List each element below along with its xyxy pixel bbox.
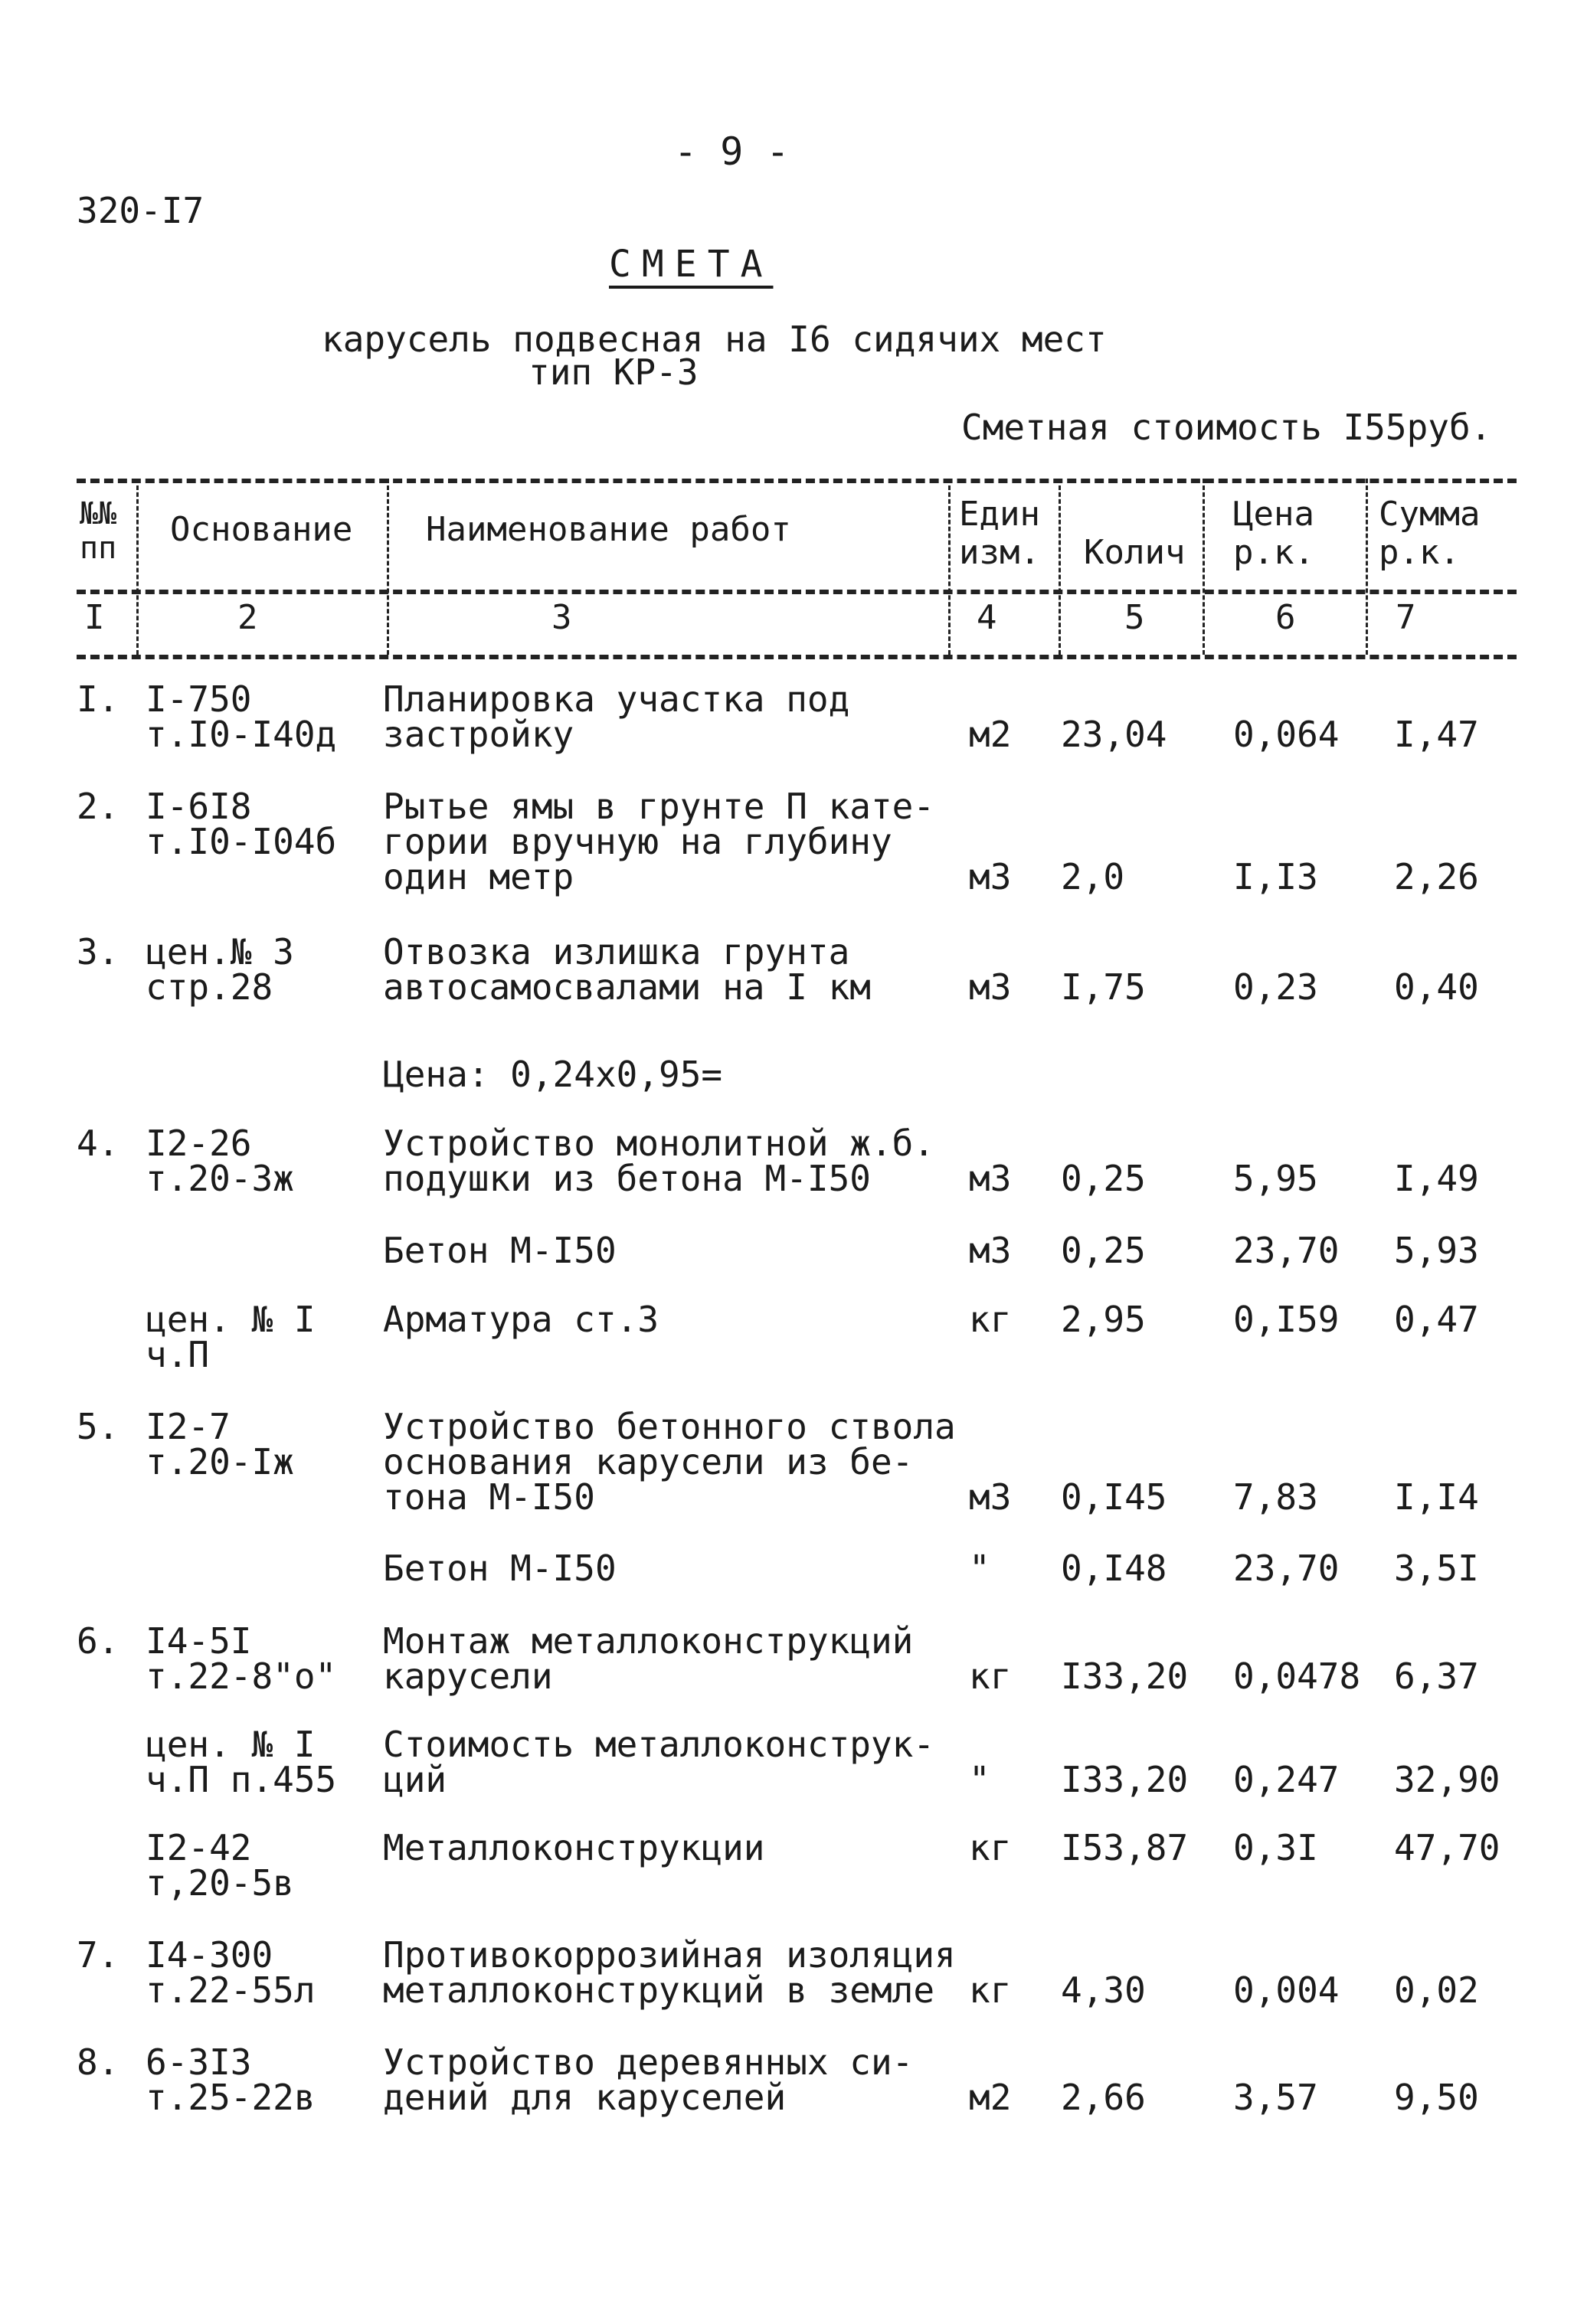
row-basis: т.25-22в [146,2077,316,2118]
row-quantity: I53,87 [1061,1827,1189,1868]
header-bottom-rule [77,655,1517,659]
row-basis: I-750 [146,678,252,720]
row-number: I. [77,678,119,720]
row-quantity: 0,25 [1061,1158,1146,1199]
row-price: 0,064 [1233,714,1340,755]
header-separator-4 [1059,479,1061,655]
header-separator-6 [1366,479,1368,655]
row-unit: м3 [969,856,1012,897]
row-work-name: гории вручную на глубину [383,821,892,862]
row-unit: м3 [969,1158,1012,1199]
row-basis: т.20-3ж [146,1158,294,1199]
row-work-name: автосамосвалами на I км [383,966,871,1008]
row-work-name: подушки из бетона М-I50 [383,1158,871,1199]
row-unit: м2 [969,714,1012,755]
row-work-name: Металлоконструкции [383,1827,765,1868]
document-subtitle-line1: карусель подвесная на I6 сидячих мест [322,319,1107,360]
row-sum: 6,37 [1394,1656,1479,1697]
row-basis: I2-42 [146,1827,252,1868]
row-basis: цен. № I [146,1724,316,1765]
row-price: 7,83 [1233,1476,1318,1518]
row-sum: 5,93 [1394,1230,1479,1271]
row-basis: I2-26 [146,1123,252,1164]
row-work-name: Устройство бетонного ствола [383,1406,956,1447]
row-basis: цен. № I [146,1299,316,1340]
row-unit: м2 [969,2077,1012,2118]
header-separator-3 [948,479,951,655]
row-sum: I,49 [1394,1158,1479,1199]
row-sum: I,I4 [1394,1476,1479,1518]
row-unit: м3 [969,1476,1012,1518]
row-basis: т.22-55л [146,1969,316,2011]
row-basis: ч.П [146,1334,210,1375]
header-separator-1 [136,479,139,655]
row-work-name: Монтаж металлоконструкций [383,1620,914,1662]
row-price: 0,004 [1233,1969,1340,2011]
row-unit: кг [969,1969,1012,2011]
column-number-7: 7 [1396,598,1416,637]
row-quantity: 0,I48 [1061,1548,1167,1589]
row-work-name: основания карусели из бе- [383,1441,914,1482]
row-number: 8. [77,2041,119,2083]
row-sum: 32,90 [1394,1759,1500,1800]
row-quantity: I33,20 [1061,1759,1189,1800]
row-basis: I4-300 [146,1934,273,1976]
row-work-name: Рытье ямы в грунте П кате- [383,786,935,827]
column-number-5: 5 [1124,598,1145,637]
row-number: 3. [77,931,119,972]
row-quantity: 0,I45 [1061,1476,1167,1518]
row-quantity: I,75 [1061,966,1146,1008]
header-basis: Основание [170,510,353,549]
row-basis: ч.П п.455 [146,1759,337,1800]
row-work-name: Бетон М-I50 [383,1548,617,1589]
row-number: 7. [77,1934,119,1976]
row-price: 0,I59 [1233,1299,1340,1340]
row-basis: т.I0-I04б [146,821,337,862]
header-sum-line1: Сумма [1379,495,1481,534]
document-code: 320-I7 [77,190,205,231]
row-basis: стр.28 [146,966,273,1008]
row-work-name: тона М-I50 [383,1476,595,1518]
row-price: 0,3I [1233,1827,1318,1868]
row-price: 23,70 [1233,1548,1340,1589]
row-number: 2. [77,786,119,827]
row-quantity: 4,30 [1061,1969,1146,2011]
column-number-4: 4 [977,598,997,637]
row-unit: м3 [969,966,1012,1008]
row-unit: кг [969,1656,1012,1697]
row-work-name: дений для каруселей [383,2077,787,2118]
row-sum: 2,26 [1394,856,1479,897]
row-sum: 0,02 [1394,1969,1479,2011]
header-sum-line2: р.к. [1379,533,1460,572]
row-work-name: Устройство деревянных си- [383,2041,914,2083]
column-number-3: 3 [551,598,572,637]
document-title: СМЕТА [609,243,774,286]
row-price: 0,247 [1233,1759,1340,1800]
row-price: 3,57 [1233,2077,1318,2118]
row-quantity: 2,0 [1061,856,1125,897]
row-sum: 0,40 [1394,966,1479,1008]
row-unit: м3 [969,1230,1012,1271]
row-sum: I,47 [1394,714,1479,755]
row-basis: т.I0-I40д [146,714,337,755]
row-price: 5,95 [1233,1158,1318,1199]
row-basis: т.22-8"о" [146,1656,337,1697]
column-number-2: 2 [237,598,258,637]
row-number: 4. [77,1123,119,1164]
header-quantity: Колич [1084,533,1186,572]
row-basis: 6-3I3 [146,2041,252,2083]
row-price: 23,70 [1233,1230,1340,1271]
row-basis: цен.№ 3 [146,931,294,972]
row-sum: 3,5I [1394,1548,1479,1589]
row-basis: т,20-5в [146,1862,294,1904]
row-work-name: Цена: 0,24х0,95= [383,1054,723,1095]
row-work-name: застройку [383,714,574,755]
header-top-rule [77,479,1517,483]
estimate-cost: Сметная стоимость I55руб. [961,407,1492,448]
header-unit-line2: изм. [959,533,1040,572]
row-quantity: 2,95 [1061,1299,1146,1340]
page-number: - 9 - [674,129,790,174]
row-work-name: карусели [383,1656,553,1697]
row-sum: 47,70 [1394,1827,1500,1868]
row-unit: кг [969,1827,1012,1868]
header-separator-2 [387,479,389,655]
row-sum: 0,47 [1394,1299,1479,1340]
row-price: 0,0478 [1233,1656,1361,1697]
row-work-name: Противокоррозийная изоляция [383,1934,956,1976]
header-num-line1: №№ [80,496,117,531]
row-quantity: 23,04 [1061,714,1167,755]
row-sum: 9,50 [1394,2077,1479,2118]
row-basis: т.20-Iж [146,1441,294,1482]
row-basis: I2-7 [146,1406,231,1447]
row-unit: кг [969,1299,1012,1340]
row-quantity: 2,66 [1061,2077,1146,2118]
row-work-name: ций [383,1759,447,1800]
row-number: 5. [77,1406,119,1447]
document-subtitle-line2: тип КР-3 [528,351,699,393]
row-work-name: Стоимость металлоконструк- [383,1724,935,1765]
row-work-name: Планировка участка под [383,678,850,720]
header-separator-5 [1203,479,1205,655]
header-price-line2: р.к. [1233,533,1314,572]
row-unit: " [969,1548,990,1589]
row-unit: " [969,1759,990,1800]
row-price: I,I3 [1233,856,1318,897]
row-basis: I-6I8 [146,786,252,827]
header-work-name: Наименование работ [426,510,791,549]
row-work-name: металлоконструкций в земле [383,1969,935,2011]
header-middle-rule [77,590,1517,594]
row-work-name: Отвозка излишка грунта [383,931,850,972]
header-unit-line1: Един [959,495,1040,534]
column-number-1: I [84,598,105,637]
header-num-line2: пп [80,531,117,566]
row-work-name: Бетон М-I50 [383,1230,617,1271]
row-price: 0,23 [1233,966,1318,1008]
column-number-6: 6 [1275,598,1296,637]
row-quantity: I33,20 [1061,1656,1189,1697]
row-work-name: один метр [383,856,574,897]
row-number: 6. [77,1620,119,1662]
header-price-line1: Цена [1233,495,1314,534]
row-basis: I4-5I [146,1620,252,1662]
row-work-name: Арматура ст.3 [383,1299,659,1340]
row-quantity: 0,25 [1061,1230,1146,1271]
row-work-name: Устройство монолитной ж.б. [383,1123,935,1164]
